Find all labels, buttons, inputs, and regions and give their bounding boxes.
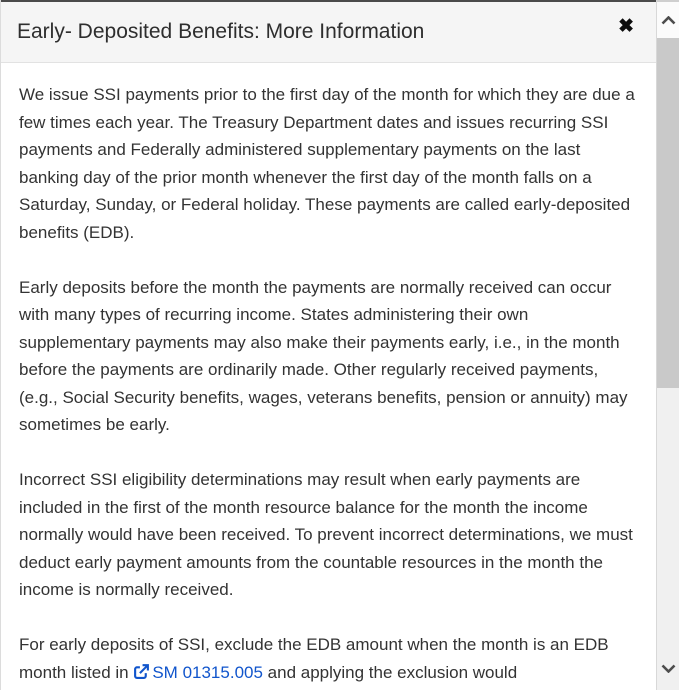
scroll-down-button[interactable] — [657, 654, 679, 682]
dialog-header — [1, 0, 656, 63]
paragraph-edb-definition: We issue SSI payments prior to the first day of the month for which they are due a few times each year. The Treasury Department dates and issues recurring SSI payments and Federally administered supplementary payments on the last banking day of the prior month whenever the first day of the month falls on a Saturday, Sunday, or Federal holiday. These payments are called early-deposited benefits (EDB). — [19, 85, 635, 242]
external-link-icon — [133, 663, 150, 680]
close-icon[interactable]: ✖ — [618, 16, 634, 37]
sm-01315-005-link-label: SM 01315.005 — [152, 662, 263, 682]
paragraph-early-deposits-types: Early deposits before the month the payments are normally received can occur with many types of recurring income. States administering their own supplementary payments may also make their payments early, i.e., in the month before the payments are ordinarily made. Other regularly received payments, (e.g., Social Security benefits, wages, veterans benefits, pension or annuity) may sometimes be early. — [19, 277, 628, 434]
chevron-down-icon — [661, 664, 676, 673]
dialog-body — [1, 63, 656, 686]
paragraph-exclusion-text-before: For early deposits of SSI, exclude the EDB amount when the month is an EDB month listed in — [19, 635, 609, 682]
dialog-title: Early- Deposited Benefits: More Information — [17, 20, 425, 43]
paragraph-exclusion-rule — [19, 631, 636, 686]
sm-01315-005-link[interactable] — [133, 663, 263, 682]
scrollbar-thumb[interactable] — [657, 38, 679, 388]
paragraph-incorrect-determinations: Incorrect SSI eligibility determinations may result when early payments are included in the first of the month resource balance for the month the income normally would have been received. To prevent incorrect determinations, we must deduct early payment amounts from the countable resources in the month the income is normally received. — [19, 470, 633, 599]
vertical-scrollbar[interactable] — [656, 0, 679, 690]
paragraph-exclusion-text-after: and applying the exclusion would — [262, 662, 518, 682]
chevron-up-icon — [661, 16, 676, 25]
scroll-up-button[interactable] — [657, 2, 679, 38]
